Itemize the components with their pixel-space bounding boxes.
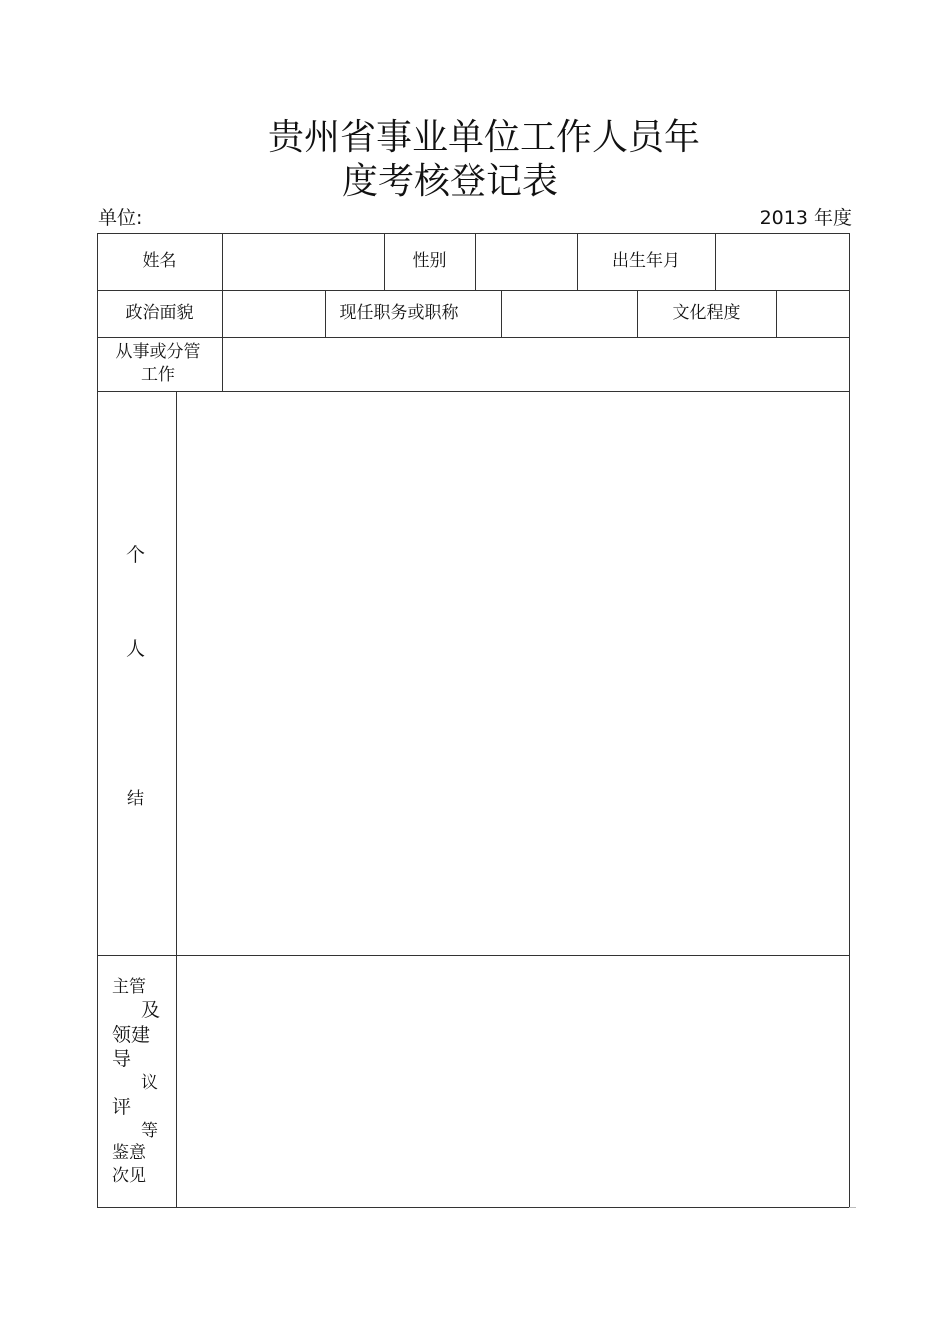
edge-mark [849,1207,856,1208]
summary-label-char-1: 个 [126,544,146,566]
leader-label-part-4: 导 [112,1048,132,1070]
gender-label: 性别 [412,251,447,271]
summary-label-char-3: 结 [127,789,144,809]
table-border-bottom [97,1207,850,1208]
birth-date-field[interactable] [716,234,848,289]
leader-label-part-7: 等 [141,1121,158,1141]
year-label: 2013 年度 [759,207,852,229]
leader-label-part-8: 鉴意 [112,1143,146,1163]
education-label: 文化程度 [672,303,741,323]
leader-label-part-6: 评 [112,1096,132,1118]
work-area-label-line2: 工作 [141,365,175,385]
political-status-field[interactable] [223,291,324,336]
table-border-right [849,233,850,1208]
birth-date-label: 出生年月 [612,251,680,271]
work-area-field[interactable] [223,338,848,390]
leader-evaluation-field[interactable] [177,956,848,1206]
leader-label-part-5: 议 [141,1073,158,1093]
leader-label-part-9: 次见 [112,1166,146,1186]
form-title-line1: 贵州省事业单位工作人员年 [268,117,701,158]
name-field[interactable] [223,234,383,289]
leader-label-part-2: 及 [141,999,161,1021]
current-position-label: 现任职务或职称 [339,303,459,323]
work-area-label [97,337,219,391]
unit-label: 单位: [98,207,143,229]
gender-field[interactable] [476,234,576,289]
leader-label-part-1: 主管 [112,977,146,997]
current-position-field[interactable] [502,291,636,336]
form-title-line2: 度考核登记表 [342,161,559,202]
leader-label-part-3: 领建 [112,1024,151,1046]
name-label: 姓名 [142,251,177,271]
education-field[interactable] [777,291,848,336]
summary-label-char-2: 人 [126,638,146,660]
political-status-label: 政治面貌 [125,303,194,323]
personal-summary-field[interactable] [177,392,848,954]
work-area-label-line1: 从事或分管 [115,342,201,362]
